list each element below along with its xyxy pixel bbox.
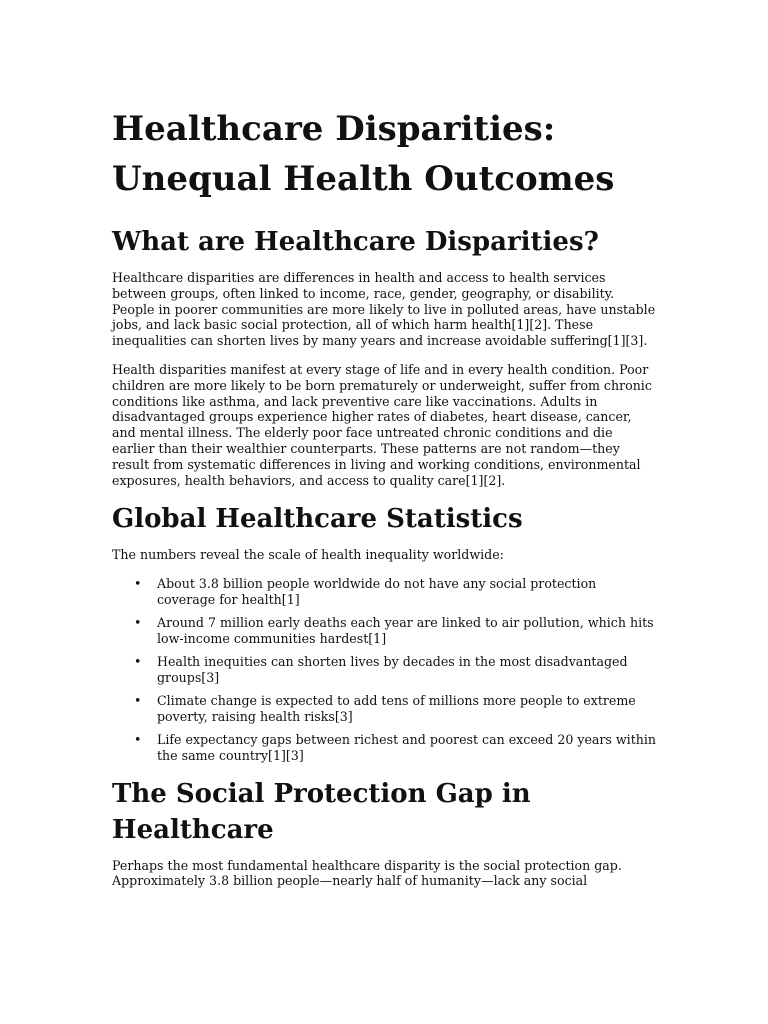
list-item <box>112 615 657 647</box>
list-item-text: Climate change is expected to add tens of millions more people to extreme poverty, raising health risks[3] <box>157 693 636 724</box>
list-item <box>112 654 657 686</box>
bullet-icon: • <box>134 732 142 748</box>
bullet-icon: • <box>134 576 142 592</box>
document-page <box>112 104 657 902</box>
body-paragraph: Health disparities manifest at every stage of life and in every health condition. Poor children are more likely to be born prematurely or underweight, suffer from chronic conditions like asthma, and lack preventive care like vaccinations. Adults in disadvantaged groups experience higher rates of diabetes, heart disease, cancer, and mental illness. The elderly poor face untreated chronic conditions and die earlier than their wealthier counterparts. These patterns are not random—they result from systematic differences in living and working conditions, environmental exposures, health behaviors, and access to quality care[1][2]. <box>112 361 652 488</box>
body-paragraph: Perhaps the most fundamental healthcare disparity is the social protection gap. Approximately 3.8 billion people—nearly half of humanity—lack any social <box>112 857 622 889</box>
list-item <box>112 693 657 725</box>
bullet-icon: • <box>134 693 142 709</box>
statistics-list <box>112 576 657 764</box>
bullet-icon: • <box>134 654 142 670</box>
section-heading-global-statistics: Global Healthcare Statistics <box>112 504 523 535</box>
list-item-text: Health inequities can shorten lives by decades in the most disadvantaged groups[3] <box>157 654 628 685</box>
body-paragraph: Healthcare disparities are differences in health and access to health services between groups, often linked to income, race, gender, geography, or disability. People in poorer communities are more likely to live in polluted areas, have unstable jobs, and lack basic social protection, all of which harm health[1][2]. These inequalities can shorten lives by many years and increase avoidable suffering[1][3]. <box>112 270 656 349</box>
section-heading-social-protection-gap: The Social Protection Gap in Healthcare <box>112 778 531 845</box>
list-item <box>112 576 657 608</box>
list-item-text: Around 7 million early deaths each year are linked to air pollution, which hits low-income communities hardest[1] <box>157 615 654 646</box>
list-item-text: About 3.8 billion people worldwide do not have any social protection coverage for health[1] <box>157 576 597 607</box>
section-intro: The numbers reveal the scale of health inequality worldwide: <box>112 547 504 563</box>
document-title: Healthcare Disparities: Unequal Health Outcomes <box>112 109 615 199</box>
bullet-icon: • <box>134 615 142 631</box>
section-heading-what-are-disparities: What are Healthcare Disparities? <box>112 227 599 257</box>
list-item-text: Life expectancy gaps between richest and poorest can exceed 20 years within the same country[1][3] <box>157 732 657 763</box>
list-item <box>112 732 657 764</box>
